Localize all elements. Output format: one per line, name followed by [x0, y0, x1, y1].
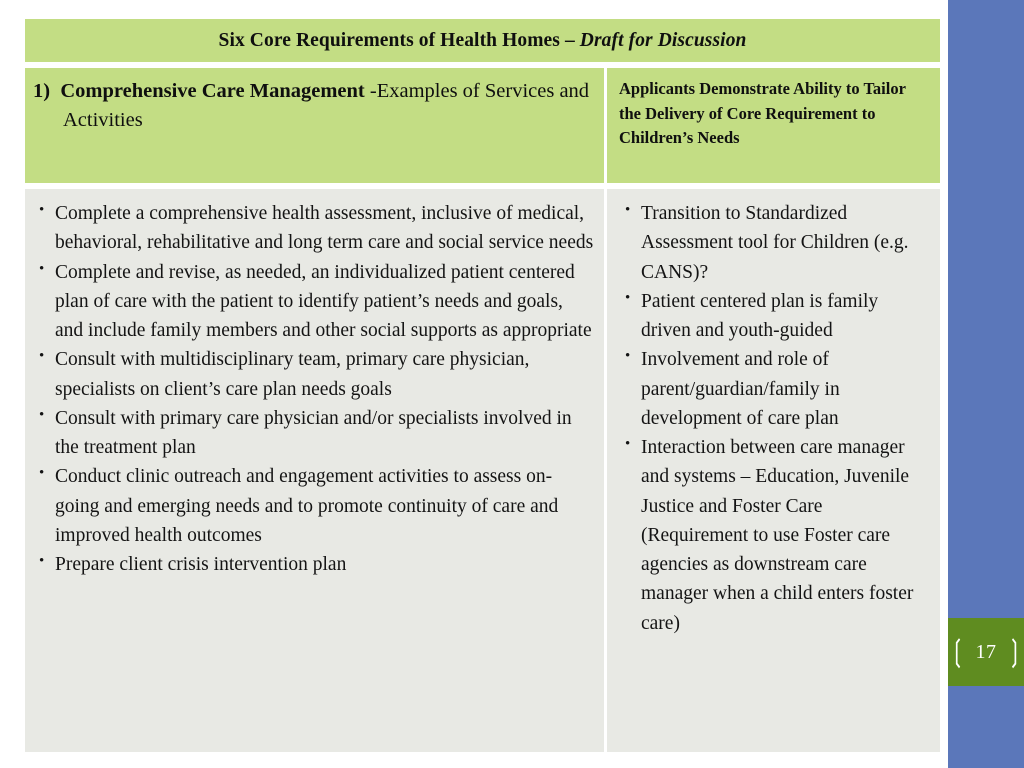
requirement-number: 1)	[33, 80, 51, 102]
slide-title-bar	[25, 19, 940, 62]
applicants-heading: Applicants Demonstrate Ability to Tailor the Delivery of Core Requirement to Children’s Needs	[619, 79, 906, 148]
page-title-emphasis: Draft for Discussion	[579, 29, 747, 51]
bracket-left-icon: ❲	[948, 635, 968, 668]
left-column-bullet-list	[33, 199, 594, 579]
page-number-badge-inner	[945, 637, 1024, 667]
table-body-cell-right	[607, 189, 940, 752]
page-title-main: Six Core Requirements of Health Homes –	[218, 29, 580, 51]
right-column-bullet-list	[619, 199, 930, 638]
requirement-title: Comprehensive Care Management	[60, 80, 365, 102]
list-item: • Complete and revise, as needed, an individualized patient centered plan of care with the patient to identify patient’s needs and goals, and include family members and other social supports as appropriate	[33, 258, 594, 346]
list-item: • Complete a comprehensive health assessment, inclusive of medical, behavioral, rehabilitative and long term care and social service needs	[33, 199, 594, 258]
list-item: • Interaction between care manager and systems – Education, Juvenile Justice and Foster Care (Requirement to use Foster care agencies as downstream care manager when a child enters foster care)	[619, 433, 930, 638]
six-core-requirements-table	[25, 19, 940, 752]
list-item: • Transition to Standardized Assessment tool for Children (e.g. CANS)?	[619, 199, 930, 287]
table-header-cell-left	[25, 68, 604, 183]
list-item: • Prepare client crisis intervention plan	[33, 550, 594, 579]
page-number: 17	[975, 641, 997, 663]
table-body-row	[25, 189, 940, 752]
list-item: • Consult with multidisciplinary team, primary care physician, specialists on client’s care plan needs goals	[33, 345, 594, 404]
bracket-right-icon: ❳	[1004, 635, 1024, 668]
table-header-cell-right	[607, 68, 940, 183]
list-item: • Consult with primary care physician and/or specialists involved in the treatment plan	[33, 404, 594, 463]
page-number-badge	[948, 618, 1024, 686]
list-item: • Involvement and role of parent/guardian/family in development of care plan	[619, 345, 930, 433]
table-header-row	[25, 68, 940, 183]
requirement-heading	[33, 77, 592, 135]
list-item: • Conduct clinic outreach and engagement activities to assess on-going and emerging needs and to promote continuity of care and improved health outcomes	[33, 462, 594, 550]
requirement-subtitle: -Examples of Services and Activities	[63, 80, 590, 132]
list-item: • Patient centered plan is family driven and youth-guided	[619, 287, 930, 346]
table-body-cell-left	[25, 189, 604, 752]
page-title	[219, 30, 747, 52]
